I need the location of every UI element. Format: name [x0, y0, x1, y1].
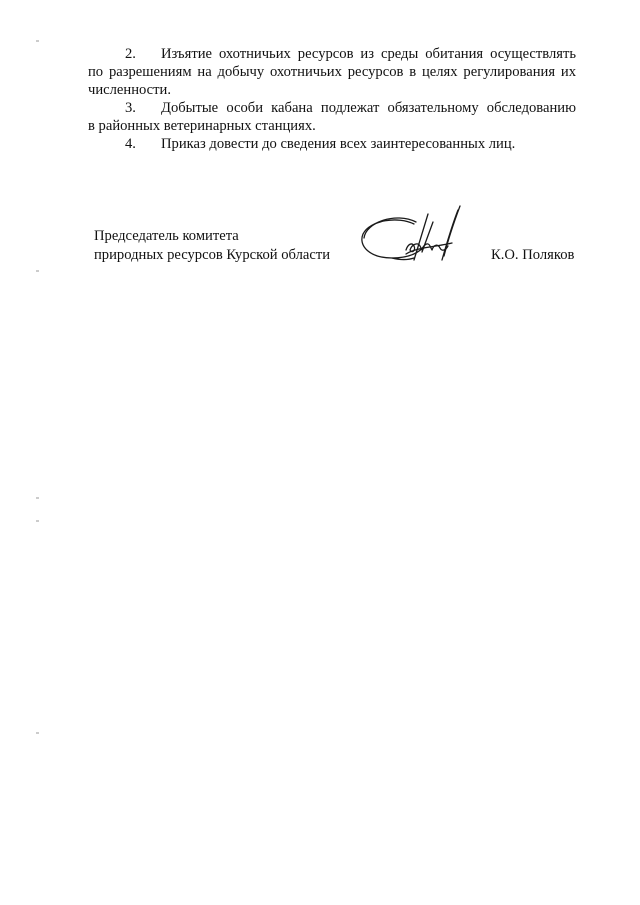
order-item-3 — [88, 99, 576, 135]
signatory-title-line-2: природных ресурсов Курской области — [94, 247, 331, 263]
order-item-2-line-1: Изъятие охотничьих ресурсов из среды обитания осуществлять — [161, 46, 576, 62]
order-item-3-first-line — [88, 99, 576, 117]
order-item-4-line-1: Приказ довести до сведения всех заинтересованных лиц. — [161, 136, 516, 152]
order-item-4 — [88, 135, 576, 153]
order-item-2-number: 2. — [125, 46, 136, 62]
order-item-4-first-line — [88, 135, 576, 153]
scan-mark — [36, 270, 39, 272]
scan-mark — [36, 520, 39, 522]
scan-mark — [36, 732, 39, 734]
scan-mark — [36, 40, 39, 42]
order-item-2-line-2: по разрешениям на добычу охотничьих ресурсов в целях регулирования их — [88, 64, 576, 80]
order-item-3-line-1: Добытые особи кабана подлежат обязательному обследованию — [161, 100, 576, 116]
signatory-title — [94, 227, 330, 265]
signatory-name: К.О. Поляков — [491, 247, 575, 263]
order-item-3-number: 3. — [125, 100, 136, 116]
order-item-3-line-2: в районных ветеринарных станциях. — [88, 118, 316, 134]
scan-mark — [36, 497, 39, 499]
order-item-2-first-line — [88, 45, 576, 63]
order-item-4-number: 4. — [125, 136, 136, 152]
order-item-2-line-3: численности. — [88, 82, 171, 98]
handwritten-signature — [356, 200, 466, 270]
signatory-title-line-1: Председатель комитета — [94, 228, 239, 244]
order-item-2 — [88, 45, 576, 99]
